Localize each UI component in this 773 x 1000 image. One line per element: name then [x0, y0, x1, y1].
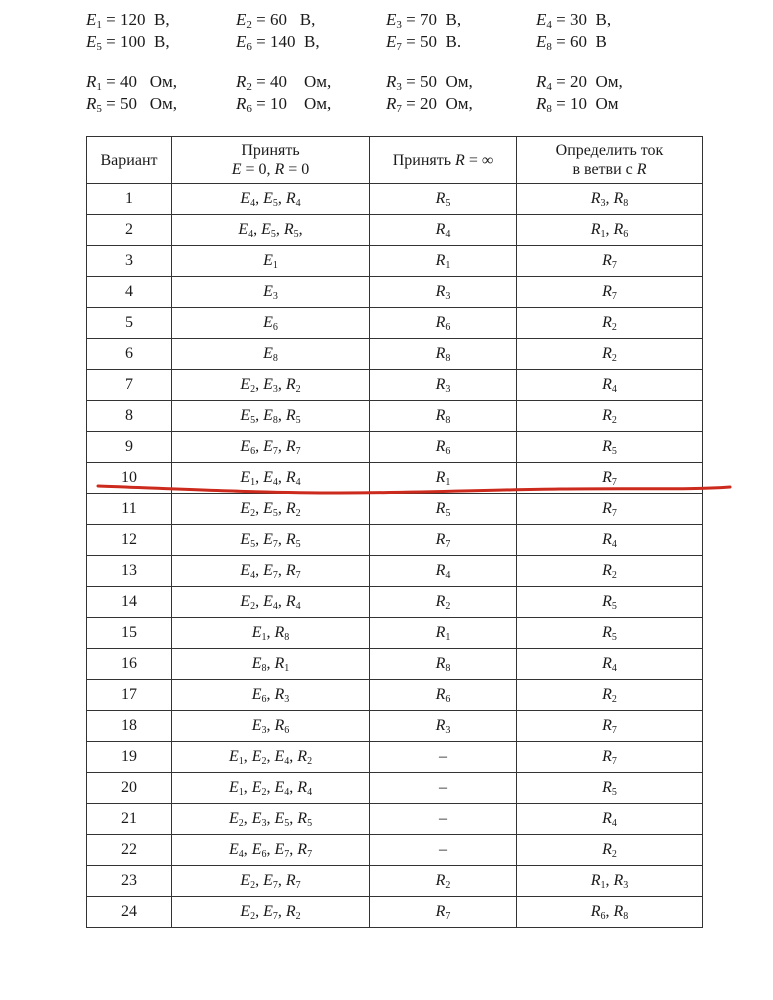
resistance-value: $R_7 = 20$ Ом, [386, 94, 473, 115]
header-infinity: Принять R = ∞ [370, 137, 517, 184]
zero-cell: $E_4$, $E_6$, $E_7$, $R_7$ [172, 835, 370, 866]
variant-cell: 19 [87, 742, 172, 773]
zero-cell: $E_1$, $R_8$ [172, 618, 370, 649]
table-row [87, 463, 703, 494]
table-row [87, 277, 703, 308]
variants-table [86, 136, 703, 928]
current-cell: $R_4$ [517, 370, 703, 401]
variant-cell: 22 [87, 835, 172, 866]
table-header-row [87, 137, 703, 184]
current-cell: $R_2$ [517, 401, 703, 432]
variant-cell: 18 [87, 711, 172, 742]
variant-cell: 10 [87, 463, 172, 494]
infinity-cell: $R_8$ [370, 649, 517, 680]
zero-cell: $E_1$, $E_2$, $E_4$, $R_4$ [172, 773, 370, 804]
variant-cell: 2 [87, 215, 172, 246]
infinity-cell: $R_8$ [370, 401, 517, 432]
current-cell: $R_1$, $R_6$ [517, 215, 703, 246]
variant-cell: 9 [87, 432, 172, 463]
header-zero [172, 137, 370, 184]
table-row [87, 525, 703, 556]
infinity-cell: $R_2$ [370, 866, 517, 897]
zero-cell: $E_2$, $E_7$, $R_2$ [172, 897, 370, 928]
infinity-cell: – [370, 835, 517, 866]
table-row [87, 246, 703, 277]
infinity-cell: $R_7$ [370, 525, 517, 556]
zero-cell: $E_3$, $R_6$ [172, 711, 370, 742]
emf-value: $E_2 = 60$ В, [236, 10, 316, 31]
emf-value: $E_6 = 140$ В, [236, 32, 320, 53]
current-cell: $R_6$, $R_8$ [517, 897, 703, 928]
infinity-cell: $R_6$ [370, 680, 517, 711]
current-cell: $R_2$ [517, 339, 703, 370]
current-cell: $R_2$ [517, 680, 703, 711]
emf-value: $E_1 = 120$ В, [86, 10, 170, 31]
current-cell: $R_2$ [517, 556, 703, 587]
table-row [87, 742, 703, 773]
zero-cell: $E_8$, $R_1$ [172, 649, 370, 680]
zero-cell: $E_4$, $E_5$, $R_4$ [172, 184, 370, 215]
infinity-cell: $R_1$ [370, 463, 517, 494]
zero-cell: $E_1$, $E_2$, $E_4$, $R_2$ [172, 742, 370, 773]
resistance-value: $R_5 = 50$ Ом, [86, 94, 178, 115]
header-variant: Вариант [87, 137, 172, 184]
resistance-value: $R_1 = 40$ Ом, [86, 72, 178, 93]
header-zero-line1: Принять [241, 142, 300, 159]
variant-cell: 12 [87, 525, 172, 556]
emf-value: $E_8 = 60$ В [536, 32, 607, 53]
table-row [87, 618, 703, 649]
table-row [87, 370, 703, 401]
infinity-cell: $R_2$ [370, 587, 517, 618]
table-row [87, 804, 703, 835]
current-cell: $R_2$ [517, 835, 703, 866]
variant-cell: 7 [87, 370, 172, 401]
infinity-cell: – [370, 804, 517, 835]
variant-cell: 20 [87, 773, 172, 804]
variant-cell: 24 [87, 897, 172, 928]
zero-cell: $E_3$ [172, 277, 370, 308]
table-row [87, 866, 703, 897]
table-row [87, 711, 703, 742]
header-current-line2: в ветви с R [572, 161, 647, 178]
zero-cell: $E_2$, $E_5$, $R_2$ [172, 494, 370, 525]
resistance-value: $R_2 = 40$ Ом, [236, 72, 332, 93]
variant-cell: 6 [87, 339, 172, 370]
current-cell: $R_1$, $R_3$ [517, 866, 703, 897]
current-cell: $R_7$ [517, 463, 703, 494]
zero-cell: $E_6$, $E_7$, $R_7$ [172, 432, 370, 463]
resistance-value: $R_3 = 50$ Ом, [386, 72, 473, 93]
variant-cell: 5 [87, 308, 172, 339]
zero-cell: $E_2$, $E_3$, $R_2$ [172, 370, 370, 401]
table-row [87, 649, 703, 680]
infinity-cell: – [370, 742, 517, 773]
zero-cell: $E_4$, $Е_5$, $R_5$, [172, 215, 370, 246]
current-cell: $R_5$ [517, 587, 703, 618]
current-cell: $R_7$ [517, 494, 703, 525]
infinity-cell: $R_3$ [370, 277, 517, 308]
table-row [87, 773, 703, 804]
table-row [87, 680, 703, 711]
zero-cell: $E_1$ [172, 246, 370, 277]
table-row [87, 494, 703, 525]
variant-cell: 11 [87, 494, 172, 525]
infinity-cell: $R_1$ [370, 246, 517, 277]
zero-cell: $E_5$, $E_7$, $R_5$ [172, 525, 370, 556]
infinity-cell: $R_4$ [370, 556, 517, 587]
zero-cell: $E_6$ [172, 308, 370, 339]
zero-cell: $E_8$ [172, 339, 370, 370]
zero-cell: $E_4$, $E_7$, $R_7$ [172, 556, 370, 587]
current-cell: $R_4$ [517, 649, 703, 680]
table-row [87, 432, 703, 463]
variant-cell: 23 [87, 866, 172, 897]
current-cell: $R_4$ [517, 525, 703, 556]
emf-value: $E_5 = 100$ В, [86, 32, 170, 53]
current-cell: $R_2$ [517, 308, 703, 339]
current-cell: $R_5$ [517, 432, 703, 463]
zero-cell: $E_1$, $E_4$, $R_4$ [172, 463, 370, 494]
infinity-cell: $R_3$ [370, 370, 517, 401]
table-row [87, 308, 703, 339]
infinity-cell: $R_6$ [370, 308, 517, 339]
table-row [87, 215, 703, 246]
infinity-cell: $R_3$ [370, 711, 517, 742]
current-cell: $R_4$ [517, 804, 703, 835]
infinity-cell: $R_4$ [370, 215, 517, 246]
infinity-cell: $R_8$ [370, 339, 517, 370]
emf-value: $E_4 = 30$ В, [536, 10, 612, 31]
zero-cell: $E_5$, $E_8$, $R_5$ [172, 401, 370, 432]
infinity-cell: $R_7$ [370, 897, 517, 928]
zero-cell: $E_2$, $E_4$, $R_4$ [172, 587, 370, 618]
variant-cell: 13 [87, 556, 172, 587]
zero-cell: $E_2$, $E_7$, $R_7$ [172, 866, 370, 897]
header-zero-line2: E = 0, R = 0 [231, 161, 310, 178]
resistance-value: $R_6 = 10$ Ом, [236, 94, 332, 115]
table-row [87, 339, 703, 370]
variant-cell: 3 [87, 246, 172, 277]
variant-cell: 14 [87, 587, 172, 618]
resistance-value: $R_8 = 10$ Ом [536, 94, 619, 115]
variant-cell: 21 [87, 804, 172, 835]
variant-cell: 8 [87, 401, 172, 432]
table-row [87, 587, 703, 618]
current-cell: $R_7$ [517, 246, 703, 277]
zero-cell: $E_6$, $R_3$ [172, 680, 370, 711]
variant-cell: 16 [87, 649, 172, 680]
table-row [87, 401, 703, 432]
infinity-cell: $R_6$ [370, 432, 517, 463]
table-row [87, 184, 703, 215]
variant-cell: 15 [87, 618, 172, 649]
infinity-cell: $R_5$ [370, 494, 517, 525]
resistance-value: $R_4 = 20$ Ом, [536, 72, 623, 93]
table-body [87, 184, 703, 928]
table-row [87, 897, 703, 928]
variant-cell: 17 [87, 680, 172, 711]
variant-cell: 1 [87, 184, 172, 215]
current-cell: $R_5$ [517, 618, 703, 649]
current-cell: $R_7$ [517, 277, 703, 308]
emf-value: $E_3 = 70$ В, [386, 10, 462, 31]
current-cell: $R_7$ [517, 711, 703, 742]
header-current [517, 137, 703, 184]
emf-value: $E_7 = 50$ В. [386, 32, 462, 53]
current-cell: $R_3$, $R_8$ [517, 184, 703, 215]
variant-cell: 4 [87, 277, 172, 308]
header-current-line1: Определить ток [555, 142, 664, 159]
infinity-cell: – [370, 773, 517, 804]
table-row [87, 556, 703, 587]
table-row [87, 835, 703, 866]
infinity-cell: $R_1$ [370, 618, 517, 649]
zero-cell: $E_2$, $E_3$, $E_5$, $R_5$ [172, 804, 370, 835]
infinity-cell: $R_5$ [370, 184, 517, 215]
current-cell: $R_7$ [517, 742, 703, 773]
current-cell: $R_5$ [517, 773, 703, 804]
